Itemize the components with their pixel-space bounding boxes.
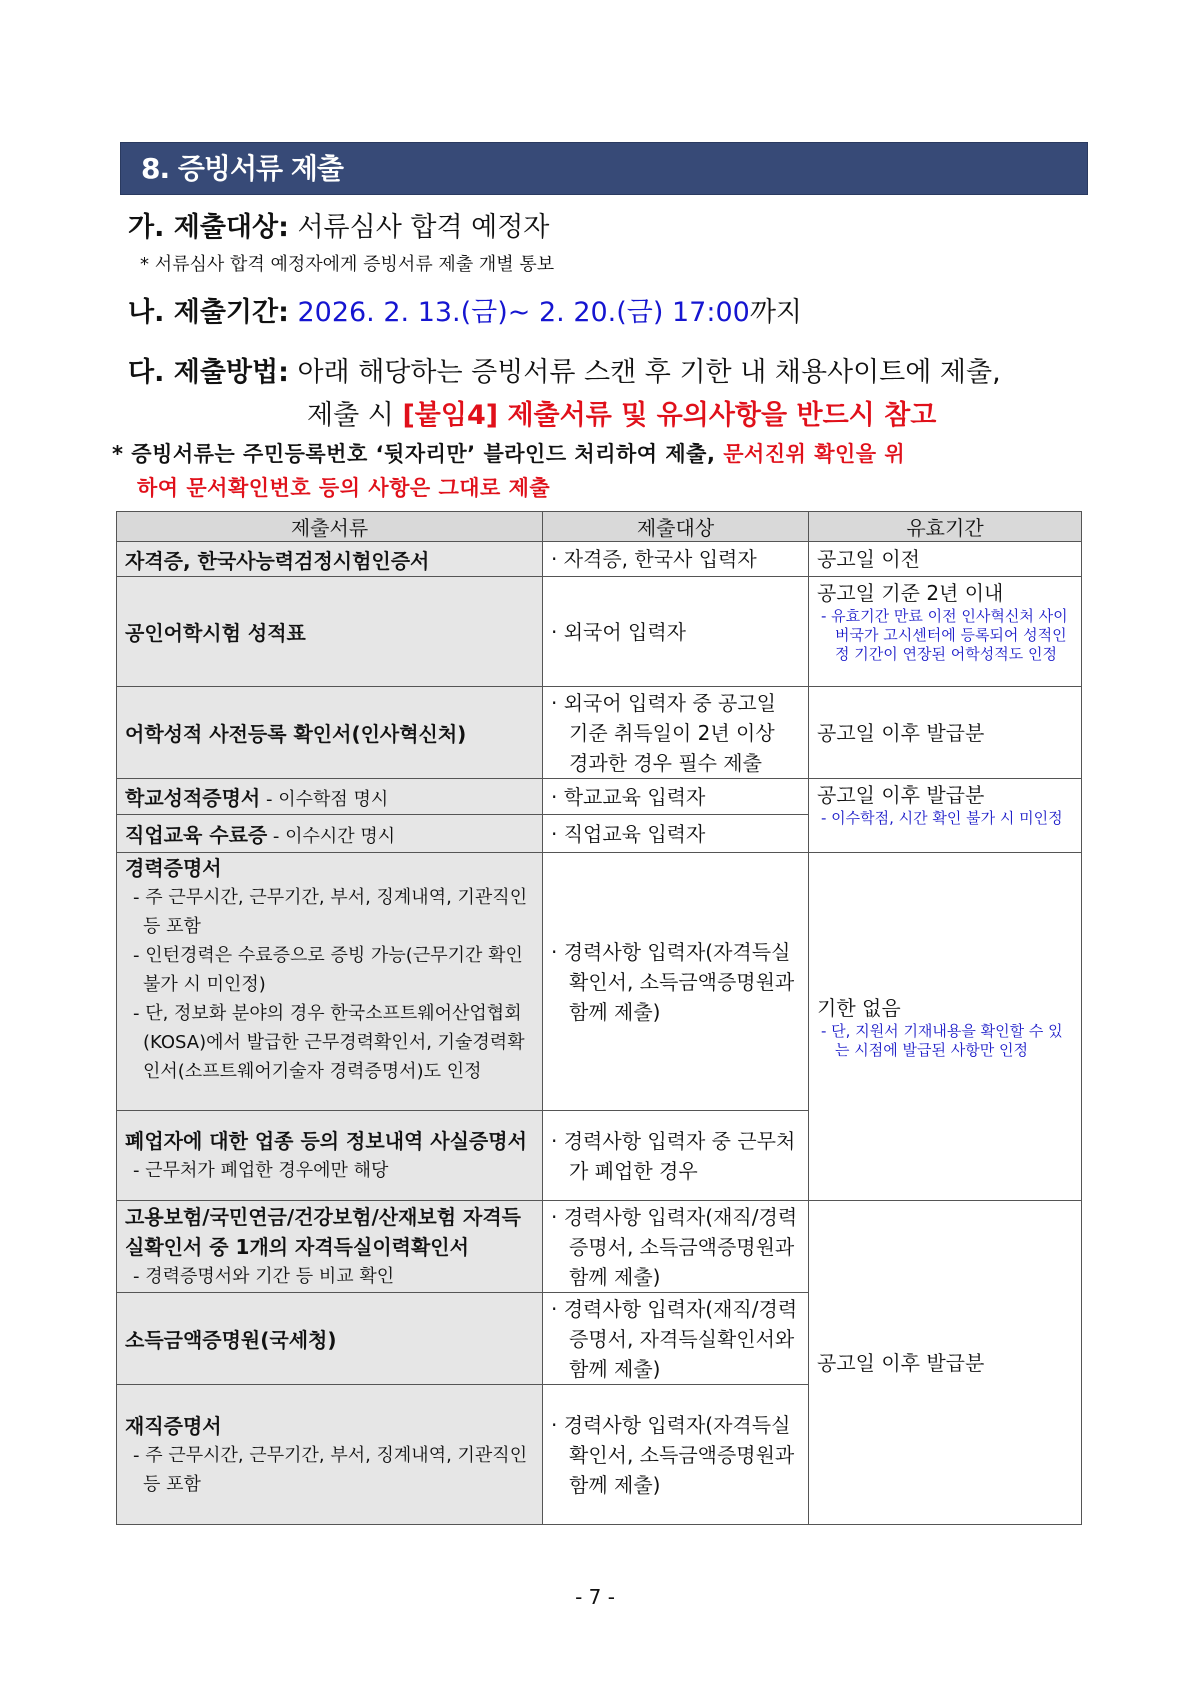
target-cell: · 자격증, 한국사 입력자 — [543, 542, 809, 577]
header-documents: 제출서류 — [117, 512, 543, 542]
validity-cell: 공고일 기준 2년 이내 - 유효기간 만료 이전 인사혁신처 사이버국가 고시센터에 등록되어 성적인정 기간이 연장된 어학성적도 인정 — [809, 577, 1082, 687]
target-cell: · 경력사항 입력자(자격득실확인서, 소득금액증명원과 함께 제출) — [543, 853, 809, 1111]
table-row — [117, 853, 1082, 1111]
validity-cell: 공고일 이후 발급분 — [809, 1201, 1082, 1525]
method-line2-prefix: 제출 시 — [307, 400, 394, 431]
submission-method — [128, 350, 1001, 389]
doc-cell: 공인어학시험 성적표 — [117, 577, 543, 687]
section-title: 증빙서류 제출 — [177, 152, 343, 185]
target-cell: · 직업교육 입력자 — [543, 815, 809, 853]
validity-cell: 기한 없음 - 단, 지원서 기재내용을 확인할 수 있는 시점에 발급된 사항만 인정 — [809, 853, 1082, 1201]
section-header — [120, 142, 1088, 195]
method-label: 다. 제출방법: — [128, 357, 289, 388]
submission-method-line2 — [307, 393, 936, 432]
target-cell: · 외국어 입력자 중 공고일 기준 취득일이 2년 이상 경과한 경우 필수 제출 — [543, 687, 809, 779]
target-cell: · 경력사항 입력자(자격득실확인서, 소득금액증명원과 함께 제출) — [543, 1385, 809, 1525]
target-cell: · 경력사항 입력자(재직/경력증명서, 자격득실확인서와 함께 제출) — [543, 1293, 809, 1385]
validity-cell: 공고일 이전 — [809, 542, 1082, 577]
validity-cell: 공고일 이후 발급분 - 이수학점, 시간 확인 불가 시 미인정 — [809, 779, 1082, 853]
validity-note: - 유효기간 만료 이전 인사혁신처 사이버국가 고시센터에 등록되어 성적인정 기간이 연장된 어학성적도 인정 — [821, 607, 1068, 663]
validity-note: - 단, 지원서 기재내용을 확인할 수 있는 시점에 발급된 사항만 인정 — [821, 1021, 1063, 1059]
doc-cell: 경력증명서 - 주 근무시간, 근무기간, 부서, 징계내역, 기관직인 등 포함 - 인턴경력은 수료증으로 증빙 가능(근무기간 확인 불가 시 미인정) - 단, 정보화 분야의 경우 한국소프트웨어산업협회(KOSA)에서 발급한 근무경력확인서, 기술경력확인서(소프트웨어기술자 경력증명서)도 인정 — [117, 853, 543, 1111]
target-cell: · 경력사항 입력자 중 근무처가 폐업한 경우 — [543, 1111, 809, 1201]
table-row — [117, 779, 1082, 815]
method-line2-highlight: [붙임4] 제출서류 및 유의사항을 반드시 참고 — [402, 400, 937, 431]
submission-target — [128, 205, 549, 244]
header-target: 제출대상 — [543, 512, 809, 542]
validity-note: - 이수학점, 시간 확인 불가 시 미인정 — [821, 809, 1063, 827]
doc-cell: 재직증명서 - 주 근무시간, 근무기간, 부서, 징계내역, 기관직인 등 포함 — [117, 1385, 543, 1525]
doc-cell: 소득금액증명원(국세청) — [117, 1293, 543, 1385]
validity-cell: 공고일 이후 발급분 — [809, 687, 1082, 779]
table-row — [117, 1201, 1082, 1293]
documents-table — [116, 511, 1082, 1525]
header-validity: 유효기간 — [809, 512, 1082, 542]
period-suffix: 까지 — [749, 297, 802, 328]
doc-cell: 직업교육 수료증 - 이수시간 명시 — [117, 815, 543, 853]
period-value: 2026. 2. 13.(금)~ 2. 20.(금) 17:00 — [297, 297, 750, 328]
star-note-line2: 하여 문서확인번호 등의 사항은 그대로 제출 — [137, 476, 551, 500]
target-cell: · 학교교육 입력자 — [543, 779, 809, 815]
target-label: 가. 제출대상: — [128, 212, 289, 243]
method-line1: 아래 해당하는 증빙서류 스캔 후 기한 내 채용사이트에 제출, — [297, 357, 1001, 388]
table-header-row — [117, 512, 1082, 542]
submission-period — [128, 290, 802, 329]
target-cell: · 경력사항 입력자(재직/경력증명서, 소득금액증명원과 함께 제출) — [543, 1201, 809, 1293]
target-cell: · 외국어 입력자 — [543, 577, 809, 687]
doc-cell: 폐업자에 대한 업종 등의 정보내역 사실증명서 - 근무처가 폐업한 경우에만 해당 — [117, 1111, 543, 1201]
doc-cell: 자격증, 한국사능력검정시험인증서 — [117, 542, 543, 577]
doc-cell: 학교성적증명서 - 이수학점 명시 — [117, 779, 543, 815]
table-row — [117, 542, 1082, 577]
page-number: - 7 - — [575, 1585, 615, 1609]
section-number: 8. — [141, 152, 170, 185]
star-note-line1 — [112, 438, 905, 468]
doc-cell: 고용보험/국민연금/건강보험/산재보험 자격득실확인서 중 1개의 자격득실이력확인서 - 경력증명서와 기간 등 비교 확인 — [117, 1201, 543, 1293]
target-note: * 서류심사 합격 예정자에게 증빙서류 제출 개별 통보 — [140, 254, 555, 275]
target-value: 서류심사 합격 예정자 — [297, 212, 550, 243]
star-note-part2: 문서진위 확인을 위 — [723, 442, 906, 466]
doc-cell: 어학성적 사전등록 확인서(인사혁신처) — [117, 687, 543, 779]
table-row — [117, 577, 1082, 687]
star-note-part1: * 증빙서류는 주민등록번호 ‘뒷자리만’ 블라인드 처리하여 제출, — [112, 442, 716, 466]
table-row — [117, 687, 1082, 779]
period-label: 나. 제출기간: — [128, 297, 289, 328]
